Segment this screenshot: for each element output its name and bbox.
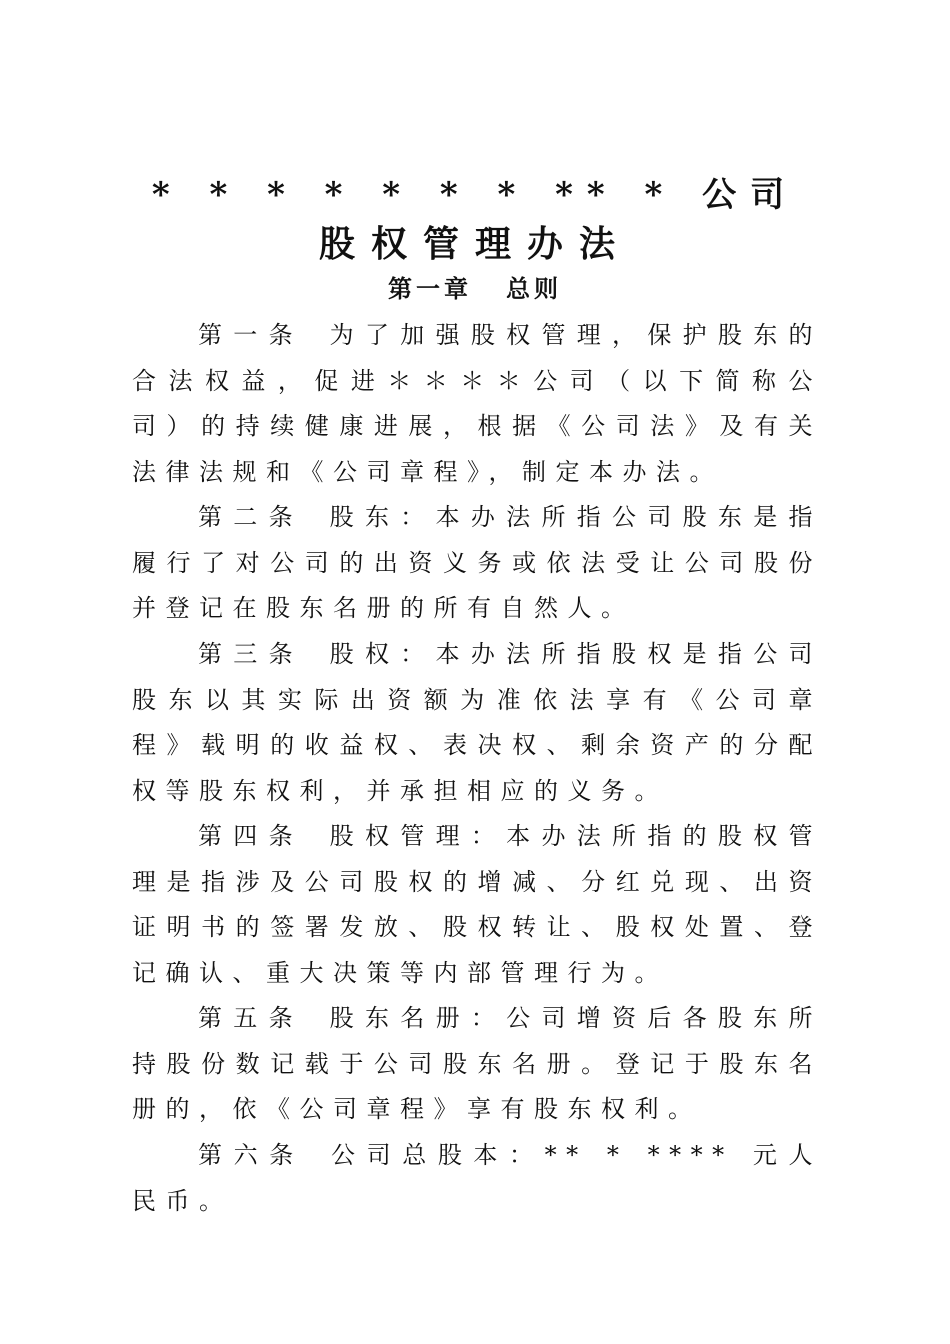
article-6 — [132, 1133, 822, 1224]
article-5 — [132, 996, 822, 1133]
article-2 — [132, 495, 822, 632]
article-text: 股东名册：公司增资后各股东所持股份数记载于公司股东名册。登记于股东名册的，依《公司章程》享有股东权利。 — [132, 1004, 823, 1123]
article-label: 第四条 — [198, 822, 304, 850]
article-label: 第五条 — [198, 1004, 304, 1032]
article-text: 股权管理：本办法所指的股权管理是指涉及公司股权的增减、分红兑现、出资证明书的签署发放、股权转让、股权处置、登记确认、重大决策等内部管理行为。 — [132, 822, 823, 987]
article-label: 第六条 — [198, 1141, 305, 1169]
article-label: 第二条 — [198, 503, 304, 531]
article-label: 第三条 — [198, 640, 304, 668]
article-text: 为了加强股权管理，保护股东的合法权益，促进＊＊＊＊公司（以下简称公司）的持续健康进展，根据《公司法》及有关法律法规和《公司章程》，制定本办法。 — [132, 321, 823, 486]
chapter-name: 总则 — [506, 275, 562, 303]
article-4 — [132, 814, 822, 996]
article-text: 股东：本办法所指公司股东是指履行了对公司的出资义务或依法受让公司股份并登记在股东名册的所有自然人。 — [132, 503, 823, 622]
article-text: 股权：本办法所指股权是指公司股东以其实际出资额为准依法享有《公司章程》载明的收益权、表决权、剩余资产的分配权等股东权利，并承担相应的义务。 — [132, 640, 823, 805]
article-1 — [132, 313, 822, 495]
document-title: 股权管理办法 — [318, 223, 631, 265]
article-3 — [132, 632, 822, 814]
chapter-heading — [0, 268, 950, 310]
article-text: 公司总股本：** * **** 元人民币。 — [132, 1141, 823, 1215]
article-label: 第一条 — [198, 321, 304, 349]
company-title: * * * * * * * ** * 公司 — [151, 175, 799, 215]
chapter-number: 第一章 — [388, 275, 472, 303]
